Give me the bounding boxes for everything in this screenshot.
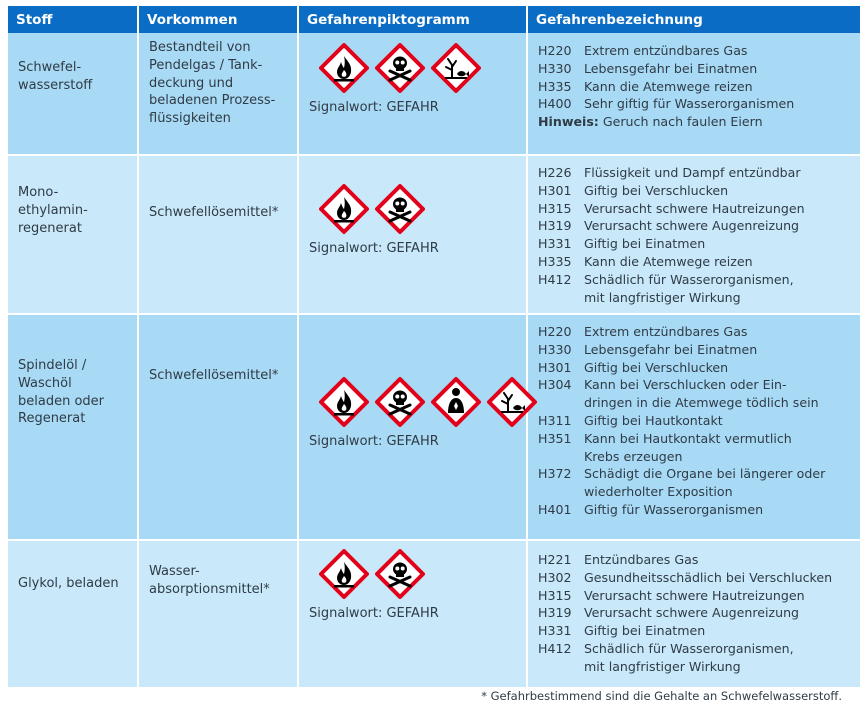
- hazard-code: H331: [538, 623, 572, 639]
- cell-vorkommen: [138, 33, 298, 155]
- hazard-code: H335: [538, 253, 572, 269]
- hazard-code: H330: [538, 60, 572, 76]
- hazard-statement: [538, 412, 859, 430]
- stoff-text: Schwefel- wasserstoff: [18, 60, 93, 93]
- hazard-text: Kann die Atemwege reizen: [584, 253, 753, 269]
- hazard-statement: [538, 200, 859, 218]
- stoff-text: Mono- ethylamin- regenerat: [18, 185, 88, 236]
- flame-icon: [319, 184, 369, 234]
- cell-stoff: [8, 314, 138, 540]
- header-vorkommen: Vorkommen: [138, 6, 298, 33]
- hazard-statement: [538, 587, 859, 605]
- hazard-text: Verursacht schwere Augenreizung: [584, 218, 800, 234]
- hazard-text: Giftig bei Verschlucken: [584, 182, 729, 198]
- hazard-text: Verursacht schwere Augenreizung: [584, 605, 800, 621]
- table-row: [8, 314, 860, 540]
- hazard-code: H330: [538, 341, 572, 357]
- footnote: * Gefahrbestimmend sind die Gehalte an Schwefelwasserstoff.: [481, 689, 842, 703]
- hazard-statement: [538, 253, 859, 271]
- hazard-text: Lebensgefahr bei Einatmen: [584, 60, 758, 76]
- hazard-statement: [538, 60, 859, 78]
- cell-stoff: [8, 155, 138, 314]
- cell-piktogramm: [298, 155, 527, 314]
- hazard-text: Verursacht schwere Hautreizungen: [584, 587, 805, 603]
- signal-word: Signalwort: GEFAHR: [309, 100, 439, 115]
- hazard-code: H351: [538, 430, 572, 446]
- cell-piktogramm: [298, 540, 527, 688]
- hazard-code: H319: [538, 605, 572, 621]
- cell-piktogramm: [298, 314, 527, 540]
- hazard-code: H304: [538, 377, 572, 393]
- table-row: [8, 155, 860, 314]
- hazard-statement: [538, 164, 859, 182]
- hazard-text: Schädlich für Wasserorganismen, mit langfristiger Wirkung: [584, 271, 794, 305]
- hazard-text: Giftig für Wasserorganismen: [584, 501, 764, 517]
- pictogram-group: [319, 184, 525, 234]
- hazard-statement: [538, 95, 859, 113]
- hazard-code: H302: [538, 569, 572, 585]
- hazard-statement: [538, 376, 859, 412]
- hazard-code: H221: [538, 552, 572, 567]
- skull-icon: [375, 377, 425, 427]
- hazard-code: H401: [538, 501, 572, 517]
- note-label: Hinweis:: [538, 114, 599, 130]
- hazard-code: H301: [538, 359, 572, 375]
- hazard-text: Kann bei Hautkontakt vermutlich Krebs erzeugen: [584, 430, 792, 464]
- hazard-statement: [538, 551, 859, 569]
- hazard-code: H301: [538, 182, 572, 198]
- hazard-text: Flüssigkeit und Dampf entzündbar: [584, 165, 801, 180]
- cell-bezeichnung: [527, 314, 860, 540]
- hazard-statement: [538, 235, 859, 253]
- header-bezeichnung: Gefahrenbezeichnung: [527, 6, 860, 33]
- hazard-text: Giftig bei Einatmen: [584, 236, 706, 252]
- pictogram-group: [319, 43, 525, 93]
- cell-vorkommen: [138, 155, 298, 314]
- flame-icon: [319, 43, 369, 93]
- hazard-text: Schädlich für Wasserorganismen, mit langfristiger Wirkung: [584, 640, 794, 674]
- hazard-text: Giftig bei Verschlucken: [584, 359, 729, 375]
- health-hazard-icon: [431, 377, 481, 427]
- hazard-text: Giftig bei Hautkontakt: [584, 412, 723, 428]
- hazard-note: [538, 113, 859, 131]
- hazard-statement: [538, 569, 859, 587]
- hazard-text: Giftig bei Einatmen: [584, 623, 706, 639]
- hazard-statement: [538, 271, 859, 307]
- header-row: [8, 6, 860, 33]
- hazard-code: H400: [538, 96, 572, 112]
- hazard-table: [8, 6, 860, 689]
- hazard-text: Sehr giftig für Wasserorganismen: [584, 96, 795, 112]
- hazard-statement: [538, 430, 859, 466]
- signal-word: Signalwort: GEFAHR: [309, 241, 439, 256]
- hazard-statement: [538, 622, 859, 640]
- hazard-text: Schädigt die Organe bei längerer oder wiederholter Exposition: [584, 466, 826, 500]
- vorkommen-text: Schwefellösemittel*: [149, 368, 279, 383]
- hazard-text: Kann bei Verschlucken oder Ein- dringen in die Atemwege tödlich sein: [584, 377, 819, 411]
- hazard-statement: [538, 501, 859, 519]
- hazard-text: Extrem entzündbares Gas: [584, 43, 748, 58]
- stoff-text: Spindelöl / Waschöl beladen oder Regenerat: [18, 358, 104, 427]
- cell-bezeichnung: [527, 540, 860, 688]
- signal-word: Signalwort: GEFAHR: [309, 606, 439, 621]
- flame-icon: [319, 377, 369, 427]
- hazard-statement: [538, 640, 859, 676]
- hazard-code: H220: [538, 43, 572, 58]
- pictogram-group: [319, 549, 525, 599]
- signal-word: Signalwort: GEFAHR: [309, 434, 439, 449]
- header-piktogramm: Gefahrenpiktogramm: [298, 6, 527, 33]
- header-stoff: Stoff: [8, 6, 138, 33]
- cell-bezeichnung: [527, 155, 860, 314]
- hazard-code: H331: [538, 236, 572, 252]
- hazard-statement: [538, 604, 859, 622]
- hazard-code: H220: [538, 324, 572, 339]
- environment-icon: [487, 377, 537, 427]
- hazard-text: Kann die Atemwege reizen: [584, 78, 753, 94]
- hazard-code: H226: [538, 165, 572, 180]
- cell-piktogramm: [298, 33, 527, 155]
- hazard-statement: [538, 42, 859, 60]
- flame-icon: [319, 549, 369, 599]
- skull-icon: [375, 184, 425, 234]
- hazard-statement: [538, 217, 859, 235]
- hazard-statement: [538, 182, 859, 200]
- vorkommen-text: Schwefellösemittel*: [149, 205, 279, 220]
- hazard-text: Entzündbares Gas: [584, 552, 699, 567]
- hazard-code: H335: [538, 78, 572, 94]
- environment-icon: [431, 43, 481, 93]
- hazard-text: Lebensgefahr bei Einatmen: [584, 341, 758, 357]
- hazard-statement: [538, 78, 859, 96]
- cell-vorkommen: [138, 314, 298, 540]
- hazard-text: Extrem entzündbares Gas: [584, 324, 748, 339]
- stoff-text: Glykol, beladen: [18, 576, 119, 591]
- table-row: [8, 33, 860, 155]
- hazard-code: H311: [538, 412, 572, 428]
- hazard-text: Gesundheitsschädlich bei Verschlucken: [584, 569, 833, 585]
- hazard-statement: [538, 465, 859, 501]
- hazard-code: H315: [538, 587, 572, 603]
- vorkommen-text: Wasser- absorptionsmittel*: [149, 564, 270, 597]
- hazard-code: H412: [538, 271, 572, 287]
- hazard-statement: [538, 323, 859, 341]
- note-text: Geruch nach faulen Eiern: [602, 114, 763, 130]
- skull-icon: [375, 43, 425, 93]
- hazard-code: H319: [538, 218, 572, 234]
- hazard-code: H372: [538, 466, 572, 482]
- hazard-text: Verursacht schwere Hautreizungen: [584, 200, 805, 216]
- cell-stoff: [8, 540, 138, 688]
- cell-bezeichnung: [527, 33, 860, 155]
- hazard-statement: [538, 341, 859, 359]
- hazard-code: H315: [538, 200, 572, 216]
- hazard-statement: [538, 359, 859, 377]
- hazard-code: H412: [538, 640, 572, 656]
- table-row: [8, 540, 860, 688]
- skull-icon: [375, 549, 425, 599]
- pictogram-group: [319, 377, 525, 427]
- cell-vorkommen: [138, 540, 298, 688]
- cell-stoff: [8, 33, 138, 155]
- vorkommen-text: Bestandteil von Pendelgas / Tank- deckung und beladenen Prozess- flüssigkeiten: [149, 40, 276, 127]
